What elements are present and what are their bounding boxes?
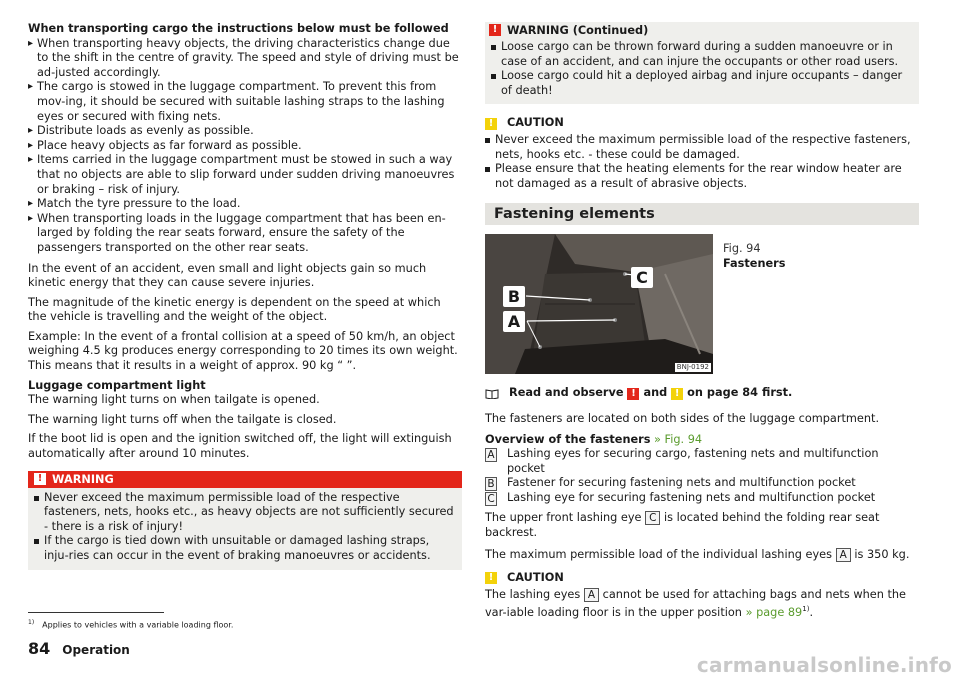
footnote xyxy=(28,618,233,631)
paragraph: If the boot lid is open and the ignition switched off, the light will extinguish automatically after around 10 minutes. xyxy=(28,432,452,461)
footnote-number: 1) xyxy=(28,619,35,626)
warning-box xyxy=(28,471,462,570)
paragraph: The warning light turns off when the tailgate is closed. xyxy=(28,412,337,426)
transport-list xyxy=(28,37,462,256)
inline-key: A xyxy=(836,548,851,562)
inline-key: A xyxy=(584,588,599,602)
read-observe-suffix: on page 84 first. xyxy=(687,386,793,400)
watermark: carmanualsonline.info xyxy=(696,653,952,677)
warning-body xyxy=(28,488,462,570)
footnote-text: Applies to vehicles with a variable loading floor. xyxy=(42,620,234,630)
read-and-observe xyxy=(485,386,919,401)
warning-continued-title: WARNING (Continued) xyxy=(507,24,649,37)
warning-list xyxy=(34,491,456,564)
caution-icon: ! xyxy=(485,118,497,130)
list-item: Never exceed the maximum permissible load of the respective fasteners, nets, hooks etc. - these could be damaged. xyxy=(485,133,919,162)
caution-paragraph xyxy=(485,588,919,621)
list-item: Never exceed the maximum permissible load of the respective fasteners, nets, hooks etc., as heavy objects are not sufficiently secured - there is a risk of injury! xyxy=(34,491,456,535)
caution-heading xyxy=(485,116,919,131)
text: The lashing eyes xyxy=(485,587,581,601)
warning-continued-header xyxy=(485,22,919,39)
right-column xyxy=(485,22,919,626)
legend xyxy=(485,447,919,506)
figure-code: BNJ-0192 xyxy=(676,363,709,372)
list-item: ▸ When transporting loads in the luggage compartment that has been en-larged by folding the rear seats forward, ensure the safety of the passengers transported on the other rear seats. xyxy=(28,212,462,256)
figure-caption xyxy=(713,234,785,374)
paragraph: Example: In the event of a frontal collision at a speed of 50 km/h, an object weighing 4.5 kg produces energy corresponding to 20 times its own weight. This means that it results in a weight of approx. 90 kg “ ”. xyxy=(28,329,458,373)
page-footer xyxy=(28,639,130,658)
list-item: Please ensure that the heating elements for the rear window heater are not damaged as a result of abrasive objects. xyxy=(485,162,919,191)
caution-heading xyxy=(485,571,919,586)
warning-icon: ! xyxy=(34,473,46,485)
read-observe-prefix: Read and observe xyxy=(509,386,624,400)
luggage-compartment-photo xyxy=(485,234,713,374)
text: cannot be used for attaching bags and nets when the var-iable loading floor is in the upper position xyxy=(485,587,906,620)
warning-title: WARNING xyxy=(52,472,114,486)
figure xyxy=(485,234,919,374)
warning-icon[interactable]: ! xyxy=(627,388,639,400)
legend-text: Fastener for securing fastening nets and multifunction pocket xyxy=(507,476,856,490)
paragraph xyxy=(485,511,919,540)
legend-key: B xyxy=(485,477,497,491)
caution-title: CAUTION xyxy=(507,116,564,130)
read-observe-and: and xyxy=(643,386,668,400)
footnote-divider xyxy=(28,612,164,613)
warning-continued-box xyxy=(485,22,919,104)
figure-number: Fig. 94 xyxy=(723,242,761,256)
legend-item xyxy=(485,476,919,491)
page-reference-link[interactable]: » page 89 xyxy=(745,606,803,620)
legend-text: Lashing eye for securing fastening nets and multifunction pocket xyxy=(507,491,876,505)
overview-label: Overview of the fasteners xyxy=(485,432,651,446)
figure-title: Fasteners xyxy=(723,256,786,270)
list-item: ▸ The cargo is stowed in the luggage compartment. To prevent this from mov-ing, it should be secured with suitable lashing straps to the lashing eyes or secured with fixing nets. xyxy=(28,80,462,124)
legend-item xyxy=(485,447,919,476)
list-item: ▸ Items carried in the luggage compartment must be stowed in such a way that no objects are able to slip forward under sudden driving manoeuvres or braking – risk of injury. xyxy=(28,153,462,197)
text: . xyxy=(809,606,814,620)
paragraph: The magnitude of the kinetic energy is dependent on the speed at which the vehicle is travelling and the weight of the object. xyxy=(28,295,441,324)
legend-text: Lashing eyes for securing cargo, fastening nets and multifunction pocket xyxy=(506,447,879,475)
list-item: ▸ Distribute loads as evenly as possible. xyxy=(28,124,462,139)
legend-key: A xyxy=(485,448,497,462)
overview-line xyxy=(485,433,919,448)
text: The upper front lashing eye xyxy=(485,511,642,525)
light-heading: Luggage compartment light xyxy=(28,378,206,392)
text: The maximum permissible load of the individual lashing eyes xyxy=(485,547,832,561)
caution-icon[interactable]: ! xyxy=(671,388,683,400)
paragraph: The warning light turns on when tailgate is opened. xyxy=(28,393,320,407)
paragraph: In the event of an accident, even small and light objects gain so much kinetic energy that they can cause severe injuries. xyxy=(28,261,427,290)
page-number: 84 xyxy=(28,639,51,658)
inline-key: C xyxy=(645,511,660,525)
warning-continued-body xyxy=(485,39,919,104)
caution-title: CAUTION xyxy=(507,571,564,585)
transport-heading: When transporting cargo the instructions below must be followed xyxy=(28,22,449,35)
warning-header xyxy=(28,471,462,488)
list-item: ▸ Match the tyre pressure to the load. xyxy=(28,197,462,212)
list-item: Loose cargo could hit a deployed airbag and injure occupants – danger of death! xyxy=(491,69,913,98)
figure-label-a: A xyxy=(503,311,525,332)
list-item: If the cargo is tied down with unsuitable or damaged lashing straps, inju-ries can occur in the event of braking manoeuvres or accidents. xyxy=(34,534,456,563)
footnote-marker: 1) xyxy=(802,605,810,614)
book-icon xyxy=(485,389,499,399)
paragraph xyxy=(485,548,919,563)
legend-key: C xyxy=(485,492,497,506)
list-item: Loose cargo can be thrown forward during a sudden manoeuvre or in case of an accident, and can injure the occupants or other road users. xyxy=(491,40,913,69)
warning-continued-list xyxy=(491,40,913,98)
caution-list xyxy=(485,133,919,191)
warning-icon: ! xyxy=(489,24,501,36)
legend-item xyxy=(485,491,919,506)
figure-label-c: C xyxy=(631,267,653,288)
list-item: ▸ Place heavy objects as far forward as possible. xyxy=(28,139,462,154)
paragraph: The fasteners are located on both sides of the luggage compartment. xyxy=(485,411,880,425)
text: is located behind the folding rear seat backrest. xyxy=(485,511,880,539)
list-item: ▸ When transporting heavy objects, the driving characteristics change due to the shift in the centre of gravity. The speed and style of driving must be ad-justed accordingly. xyxy=(28,37,462,81)
left-column xyxy=(28,22,462,576)
figure-label-b: B xyxy=(503,286,525,307)
figure-reference-link[interactable]: » Fig. 94 xyxy=(654,432,703,446)
caution-icon: ! xyxy=(485,572,497,584)
text: is 350 kg. xyxy=(854,547,910,561)
footer-section: Operation xyxy=(62,643,130,657)
section-title: Fastening elements xyxy=(485,203,919,225)
